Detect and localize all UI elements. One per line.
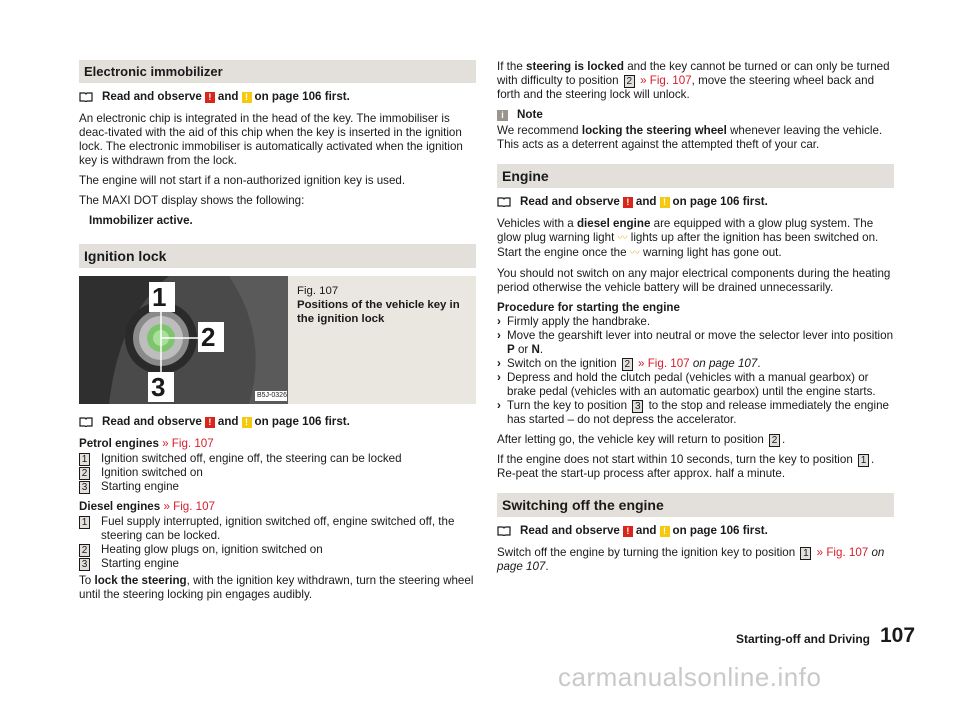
position-3-label: 3 — [151, 372, 166, 402]
book-icon — [79, 417, 93, 427]
note-text: We recommend locking the steering wheel whenever leaving the vehicle. This acts as a deterrent against the attempted theft of your car. — [497, 124, 883, 151]
left-column — [79, 60, 476, 608]
glow-plug-icon: 〰 — [617, 233, 628, 244]
page-footer — [736, 626, 915, 646]
fig-link[interactable]: » Fig. 107 — [162, 437, 214, 450]
list-item: 2 Heating glow plugs on, ignition switched on — [79, 543, 476, 557]
paragraph-lock-steering: To lock the steering, with the ignition key withdrawn, turn the steering wheel until the steering locking pin engages audibly. — [79, 574, 474, 601]
list-item: 3 Starting engine — [79, 480, 476, 494]
petrol-engines-heading: Petrol engines » Fig. 107 — [79, 437, 214, 450]
section-heading-switching-off: Switching off the engine — [497, 493, 894, 517]
section-heading-immobilizer: Electronic immobilizer — [79, 60, 476, 83]
figure-caption — [288, 276, 476, 404]
figure-label: Fig. 107 — [297, 285, 339, 297]
ignition-lock-photo — [79, 276, 288, 404]
fig-link[interactable]: » Fig. 107 — [638, 357, 690, 370]
footer-section-title: Starting-off and Driving — [736, 632, 870, 646]
note-heading: i Note — [497, 108, 894, 122]
paragraph-after-letting-go: After letting go, the vehicle key will return to position 2 . — [497, 433, 786, 446]
figure-caption-text: Positions of the vehicle key in the ignition lock — [297, 299, 460, 325]
list-item: 3 Starting engine — [79, 557, 476, 571]
fig-link[interactable]: » Fig. 107 — [816, 546, 869, 559]
list-item: 2 Ignition switched on — [79, 466, 476, 480]
figure-107 — [79, 276, 476, 404]
book-icon — [497, 526, 511, 536]
paragraph-glow-plug: Vehicles with a diesel engine are equipped with a glow plug system. The glow plug warning light 〰 lights up after the ignition has been switched on. Start the engine once the 〰 warning light has gone out. — [497, 217, 879, 259]
paragraph: You should not switch on any major electrical components during the heating period otherwise the vehicle battery will be drained unnecessarily. — [497, 267, 891, 294]
page-number: 107 — [880, 624, 916, 647]
diesel-engines-heading: Diesel engines » Fig. 107 — [79, 500, 215, 513]
caution-icon: ! — [242, 92, 252, 103]
right-column — [497, 60, 894, 580]
list-item: › Switch on the ignition 2 » Fig. 107 on page 107. — [497, 357, 761, 370]
list-item: 1 Fuel supply interrupted, ignition switched off, engine switched off, the steering can be locked. — [79, 515, 476, 543]
section-heading-ignition-lock: Ignition lock — [79, 244, 476, 268]
book-icon — [79, 92, 93, 102]
paragraph-retry: If the engine does not start within 10 seconds, turn the key to position 1 . Re-peat the start-up process after approx. half a minute. — [497, 453, 875, 480]
watermark: carmanualsonline.info — [558, 662, 822, 692]
procedure-title: Procedure for starting the engine — [497, 301, 680, 314]
paragraph: An electronic chip is integrated in the head of the key. The immobiliser is deac-tivated with the aid of this chip when the key is inserted in the ignition lock. The electronic immobiliser is automatically activated when the ignition key is withdrawn from the lock. — [79, 112, 463, 167]
paragraph-steering-locked: If the steering is locked and the key cannot be turned or can only be turned with difficulty to position 2 » Fig. 107, move the steering wheel back and forth and the steering lock will unlock. — [497, 60, 890, 101]
book-icon — [497, 197, 511, 207]
paragraph: The MAXI DOT display shows the following: — [79, 194, 305, 207]
fig-link[interactable]: » Fig. 107 — [163, 500, 215, 513]
read-observe-line: Read and observe ! and ! on page 106 first. — [497, 523, 894, 539]
list-item: › Depress and hold the clutch pedal (vehicles with a manual gearbox) or brake pedal (vehicles with an automatic gearbox) until the engine starts. — [497, 371, 876, 398]
fig-link[interactable]: » Fig. 107 — [640, 74, 692, 87]
warning-icon: ! — [205, 92, 215, 103]
caution-icon: ! — [660, 197, 670, 208]
glow-plug-icon: 〰 — [629, 248, 640, 259]
warning-icon: ! — [623, 526, 633, 537]
read-observe-line: Read and observe ! and ! on page 106 first. — [497, 194, 894, 210]
section-heading-engine: Engine — [497, 164, 894, 188]
display-message: Immobilizer active. — [89, 214, 193, 227]
read-observe-line: Read and observe ! and ! on page 106 first. — [79, 89, 476, 105]
position-2-label: 2 — [201, 322, 216, 352]
caution-icon: ! — [242, 417, 252, 428]
read-observe-line: Read and observe ! and ! on page 106 first. — [79, 414, 476, 430]
warning-icon: ! — [623, 197, 633, 208]
paragraph: The engine will not start if a non-authorized ignition key is used. — [79, 174, 406, 187]
paragraph-switch-off: Switch off the engine by turning the ignition key to position 1 » Fig. 107 on page 107. — [497, 546, 885, 573]
position-1-label: 1 — [152, 282, 167, 312]
list-item: › Firmly apply the handbrake. — [497, 315, 651, 328]
list-item: › Move the gearshift lever into neutral or move the selector lever into position P or N. — [497, 329, 894, 356]
ignition-lock-illustration — [79, 276, 288, 404]
info-icon: i — [497, 110, 508, 121]
warning-icon: ! — [205, 417, 215, 428]
list-item: 1 Ignition switched off, engine off, the steering can be locked — [79, 452, 476, 466]
caution-icon: ! — [660, 526, 670, 537]
figure-code: B5J-0326 — [257, 392, 287, 399]
list-item: › Turn the key to position 3 to the stop and release immediately the engine has started – do not depress the accelerator. — [497, 399, 889, 426]
